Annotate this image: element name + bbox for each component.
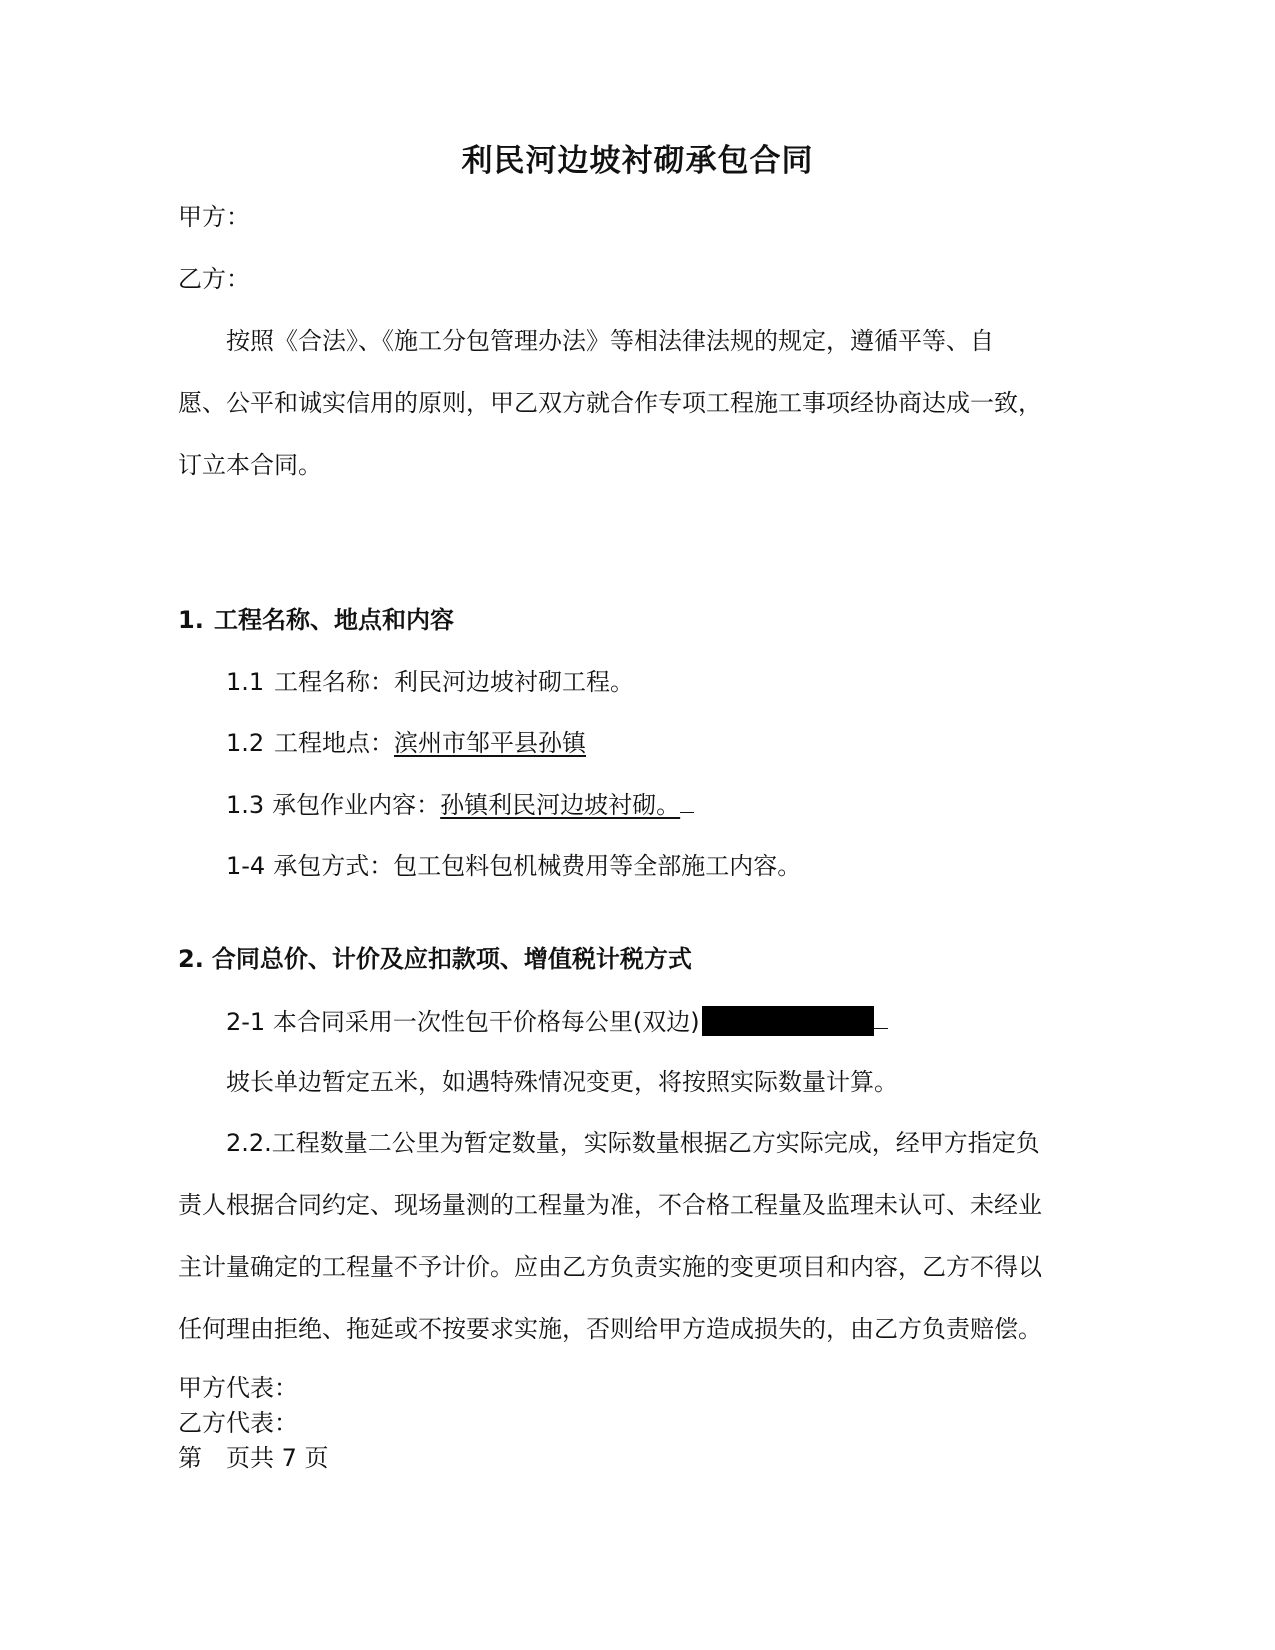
item-2-1-line: [226, 1006, 888, 1037]
item-value: 滨州市邹平县孙镇: [394, 729, 586, 757]
item-number: 1.1: [226, 668, 265, 696]
item-value: 利民河边坡衬砌工程。: [394, 668, 634, 696]
preamble-line-2: 愿、公平和诚实信用的原则，甲乙双方就合作专项工程施工事项经协商达成一致，: [178, 389, 1042, 417]
section-1-number: 1.: [178, 606, 204, 634]
slope-length-line: 坡长单边暂定五米，如遇特殊情况变更，将按照实际数量计算。: [226, 1068, 898, 1096]
preamble-line-1: 按照《合法》、《施工分包管理办法》等相法律法规的规定，遵循平等、自: [226, 327, 994, 355]
item-label: 工程名称：: [274, 668, 394, 696]
page-footer: 第 页共 7 页: [178, 1444, 329, 1472]
item-2-2-line-1: 2.2.工程数量二公里为暂定数量，实际数量根据乙方实际完成，经甲方指定负: [226, 1129, 1040, 1157]
section-1-title: 工程名称、地点和内容: [214, 606, 454, 634]
redacted-price-block: [702, 1006, 874, 1036]
item-value: 包工包料包机械费用等全部施工内容。: [393, 852, 802, 880]
document-title: 利民河边坡衬砌承包合同: [461, 143, 814, 179]
section-2-number: 2.: [178, 945, 204, 973]
item-2-2-line-3: 主计量确定的工程量不予计价。应由乙方负责实施的变更项目和内容，乙方不得以: [178, 1253, 1042, 1281]
underline-blank: [874, 1006, 888, 1029]
section-1-item: [226, 790, 694, 820]
item-number: 1-4: [226, 852, 266, 880]
item-number: 1.3: [226, 791, 265, 819]
party-a-line: 甲方：: [178, 203, 250, 231]
section-1-item: [226, 667, 634, 697]
item-value: 孙镇利民河边坡衬砌。: [440, 791, 681, 819]
party-a-representative: 甲方代表：: [178, 1374, 298, 1402]
party-b-representative: 乙方代表：: [178, 1409, 298, 1437]
item-number: 1.2: [226, 729, 265, 757]
section-1-item: [226, 728, 586, 758]
section-1-heading: [178, 605, 454, 635]
section-1-item: [226, 851, 801, 881]
item-2-2-line-2: 责人根据合同约定、现场量测的工程量为准，不合格工程量及监理未认可、未经业: [178, 1191, 1042, 1219]
item-label: 承包方式：: [273, 852, 394, 880]
item-2-1-text: 2-1 本合同采用一次性包干价格每公里(双边): [226, 1008, 700, 1036]
section-2-title: 合同总价、计价及应扣款项、增值税计税方式: [211, 945, 692, 973]
underline-blank: [680, 790, 694, 813]
item-2-2-line-4: 任何理由拒绝、拖延或不按要求实施，否则给甲方造成损失的，由乙方负责赔偿。: [178, 1315, 1042, 1343]
preamble-line-3: 订立本合同。: [178, 451, 322, 479]
section-2-heading: [178, 944, 692, 974]
item-label: 工程地点：: [274, 729, 394, 757]
party-b-line: 乙方：: [178, 265, 250, 293]
item-label: 承包作业内容：: [272, 791, 441, 819]
